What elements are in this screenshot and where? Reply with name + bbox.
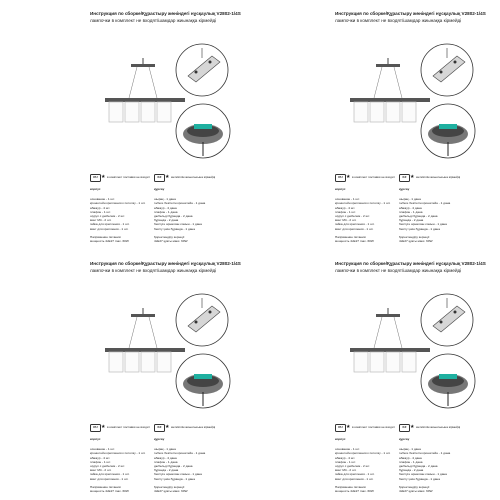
list-item: винт для крепления - 1 шт. — [90, 226, 129, 231]
list-item: бекіту үшін бұранда - 1 дана — [399, 226, 440, 231]
list-item: основание - 1 шт. — [90, 197, 115, 202]
parts-heading-ru: корпус — [335, 187, 346, 191]
star-icon: ★ — [165, 423, 170, 430]
list-item: кронштейн крепления к потолку - 1 шт. — [335, 451, 391, 456]
canopy-detail-circle — [174, 352, 232, 410]
list-item: абажур - 4 дана — [154, 205, 177, 210]
flag-ru-icon: RU — [335, 424, 346, 432]
star-icon: ★ — [410, 173, 415, 180]
canopy-detail-circle — [174, 102, 232, 160]
panel-subtitle: лампочки в комплект не входят/шамдар жиынаққа кірмейді — [335, 268, 462, 273]
list-item: винт М4 - 2 шт. — [90, 468, 112, 473]
star-icon: ★ — [101, 423, 106, 430]
list-item: бұранда - 2 дана — [399, 218, 424, 223]
list-item: плафон - 1 шт. — [90, 459, 111, 464]
legend-note-ru: в комплект поставки не входит — [107, 174, 150, 179]
list-item: абажур - 4 дана — [399, 455, 422, 460]
list-item: Қоректендіру кернеуі: — [399, 234, 431, 239]
list-item: дюбельді бұранда - 2 дана — [399, 464, 438, 469]
parts-heading-kz: құрсау — [399, 437, 410, 441]
list-item: Қоректендіру кернеуі: — [154, 484, 186, 489]
list-item: төбеге бекітетін кронштейн - 1 дана — [154, 201, 206, 206]
parts-list-kz — [154, 437, 224, 493]
legend-row — [335, 174, 495, 182]
list-item: винт для крепления - 1 шт. — [335, 476, 374, 481]
list-item: плафон - 1 дана — [399, 209, 423, 214]
list-item: Қоректендіру кернеуі: — [399, 484, 431, 489]
legend-note-kz: жеткізілім жиынтығына кірмейді — [416, 174, 461, 179]
panel-title: Инструкция по сборке/Құрастыру жөніндегі нұсқаулық V2802-1/4S — [90, 11, 241, 16]
flag-kz-icon: KZ — [399, 424, 410, 432]
power-info-ru — [335, 485, 405, 493]
legend-note-ru: в комплект поставки не входит — [352, 424, 395, 429]
parts-heading-ru: корпус — [335, 437, 346, 441]
list-item: Напряжение питания: — [90, 234, 122, 239]
power-info-ru — [335, 235, 405, 243]
parts-heading-ru: корпус — [90, 187, 101, 191]
list-item: абажур - 4 шт. — [90, 205, 111, 210]
list-item: шуруп с дюбелем - 2 шт. — [335, 464, 371, 469]
list-item: дюбельді бұранда - 2 дана — [399, 214, 438, 219]
list-item: винт М4 - 2 шт. — [335, 468, 357, 473]
list-item: основание - 1 шт. — [335, 447, 360, 452]
list-item: гайка для крепления - 1 шт. — [335, 222, 375, 227]
list-item: шуруп с дюбелем - 2 шт. — [90, 464, 126, 469]
list-item: бекітуге арналған сомын - 1 дана — [399, 472, 447, 477]
parts-list-ru — [90, 187, 160, 243]
list-item: бекітуге арналған сомын - 1 дана — [399, 222, 447, 227]
star-icon: ★ — [165, 173, 170, 180]
parts-list-kz — [154, 187, 224, 243]
parts-list-kz — [399, 187, 469, 243]
flag-ru-icon: RU — [335, 174, 346, 182]
list-item: кронштейн крепления к потолку - 1 шт. — [90, 201, 146, 206]
list-item: основание - 1 шт. — [335, 197, 360, 202]
list-item: абажур - 4 дана — [399, 205, 422, 210]
parts-heading-kz: құрсау — [399, 187, 410, 191]
list-item: абажур - 4 шт. — [90, 455, 111, 460]
list-item: мощность 4хE27 max. 60W — [335, 239, 374, 244]
legend-note-ru: в комплект поставки не входит — [352, 174, 395, 179]
star-icon: ★ — [101, 173, 106, 180]
list-item: плафон - 1 дана — [154, 209, 178, 214]
mount-detail-circle — [419, 292, 475, 348]
list-item: винт М4 - 2 шт. — [90, 218, 112, 223]
legend-note-kz: жеткізілім жиынтығына кірмейді — [171, 174, 216, 179]
panel-title: Инструкция по сборке/Құрастыру жөніндегі нұсқаулық V2802-1/4S — [335, 11, 486, 16]
flag-ru-icon: RU — [90, 174, 101, 182]
list-item: гайка для крепления - 1 шт. — [90, 222, 130, 227]
flag-kz-icon: KZ — [399, 174, 410, 182]
list-item: шырақ - 1 дана — [154, 447, 176, 452]
parts-heading-kz: құрсау — [154, 187, 165, 191]
list-item: абажур - 4 шт. — [335, 205, 356, 210]
list-item: бекіту үшін бұранда - 1 дана — [399, 476, 440, 481]
list-item: 4хE27 қуаты макс. 60W — [154, 239, 188, 244]
list-item: бұранда - 2 дана — [154, 218, 179, 223]
instruction-panel — [10, 8, 250, 248]
star-icon: ★ — [410, 423, 415, 430]
list-item: бекітуге арналған сомын - 1 дана — [154, 472, 202, 477]
list-item: 4хE27 қуаты макс. 60W — [399, 239, 433, 244]
parts-list-ru — [335, 187, 405, 243]
mount-detail-circle — [419, 42, 475, 98]
instruction-panel — [255, 8, 495, 248]
list-item: Напряжение питания: — [90, 484, 122, 489]
mount-detail-circle — [174, 42, 230, 98]
list-item: Напряжение питания: — [335, 484, 367, 489]
panel-title: Инструкция по сборке/Құрастыру жөніндегі нұсқаулық V2802-1/4S — [335, 261, 486, 266]
power-info-kz — [399, 485, 469, 493]
legend-note-ru: в комплект поставки не входит — [107, 424, 150, 429]
list-item: винт М4 - 2 шт. — [335, 218, 357, 223]
panel-title: Инструкция по сборке/Құрастыру жөніндегі нұсқаулық V2802-1/4S — [90, 261, 241, 266]
list-item: винт для крепления - 1 шт. — [335, 226, 374, 231]
list-item: төбеге бекітетін кронштейн - 1 дана — [399, 201, 451, 206]
flag-kz-icon: KZ — [154, 174, 165, 182]
parts-list-ru — [335, 437, 405, 493]
flag-kz-icon: KZ — [154, 424, 165, 432]
power-info-kz — [154, 235, 224, 243]
legend-row — [335, 424, 495, 432]
list-item: мощность 4хE27 max. 60W — [90, 489, 129, 494]
parts-list-kz — [399, 437, 469, 493]
panel-subtitle: лампочки в комплект не входят/шамдар жиынаққа кірмейді — [90, 18, 217, 23]
list-item: гайка для крепления - 1 шт. — [90, 472, 130, 477]
legend-note-kz: жеткізілім жиынтығына кірмейді — [171, 424, 216, 429]
star-icon: ★ — [346, 173, 351, 180]
list-item: плафон - 1 шт. — [335, 459, 356, 464]
list-item: дюбельді бұранда - 2 дана — [154, 214, 193, 219]
list-item: бұранда - 2 дана — [399, 468, 424, 473]
list-item: плафон - 1 шт. — [335, 209, 356, 214]
list-item: мощность 4хE27 max. 60W — [335, 489, 374, 494]
legend-note-kz: жеткізілім жиынтығына кірмейді — [416, 424, 461, 429]
list-item: бекітуге арналған сомын - 1 дана — [154, 222, 202, 227]
list-item: бұранда - 2 дана — [154, 468, 179, 473]
canopy-detail-circle — [419, 102, 477, 160]
list-item: шырақ - 1 дана — [154, 197, 176, 202]
list-item: гайка для крепления - 1 шт. — [335, 472, 375, 477]
list-item: винт для крепления - 1 шт. — [90, 476, 129, 481]
power-info-ru — [90, 235, 160, 243]
parts-list-ru — [90, 437, 160, 493]
list-item: абажур - 4 шт. — [335, 455, 356, 460]
power-info-ru — [90, 485, 160, 493]
list-item: төбеге бекітетін кронштейн - 1 дана — [154, 451, 206, 456]
legend-row — [90, 174, 250, 182]
instruction-panel — [255, 258, 495, 498]
list-item: плафон - 1 дана — [399, 459, 423, 464]
list-item: плафон - 1 дана — [154, 459, 178, 464]
list-item: Қоректендіру кернеуі: — [154, 234, 186, 239]
parts-heading-ru: корпус — [90, 437, 101, 441]
list-item: бекіту үшін бұранда - 1 дана — [154, 226, 195, 231]
list-item: 4хE27 қуаты макс. 60W — [154, 489, 188, 494]
list-item: шырақ - 1 дана — [399, 447, 421, 452]
flag-ru-icon: RU — [90, 424, 101, 432]
panel-subtitle: лампочки в комплект не входят/шамдар жиынаққа кірмейді — [90, 268, 217, 273]
parts-heading-kz: құрсау — [154, 437, 165, 441]
list-item: 4хE27 қуаты макс. 60W — [399, 489, 433, 494]
list-item: шуруп с дюбелем - 2 шт. — [335, 214, 371, 219]
star-icon: ★ — [346, 423, 351, 430]
list-item: дюбельді бұранда - 2 дана — [154, 464, 193, 469]
list-item: мощность 4хE27 max. 60W — [90, 239, 129, 244]
instruction-panel — [10, 258, 250, 498]
list-item: абажур - 4 дана — [154, 455, 177, 460]
list-item: Напряжение питания: — [335, 234, 367, 239]
panel-subtitle: лампочки в комплект не входят/шамдар жиынаққа кірмейді — [335, 18, 462, 23]
list-item: бекіту үшін бұранда - 1 дана — [154, 476, 195, 481]
legend-row — [90, 424, 250, 432]
list-item: кронштейн крепления к потолку - 1 шт. — [90, 451, 146, 456]
list-item: плафон - 1 шт. — [90, 209, 111, 214]
list-item: шырақ - 1 дана — [399, 197, 421, 202]
list-item: шуруп с дюбелем - 2 шт. — [90, 214, 126, 219]
list-item: төбеге бекітетін кронштейн - 1 дана — [399, 451, 451, 456]
power-info-kz — [399, 235, 469, 243]
mount-detail-circle — [174, 292, 230, 348]
list-item: основание - 1 шт. — [90, 447, 115, 452]
list-item: кронштейн крепления к потолку - 1 шт. — [335, 201, 391, 206]
canopy-detail-circle — [419, 352, 477, 410]
power-info-kz — [154, 485, 224, 493]
